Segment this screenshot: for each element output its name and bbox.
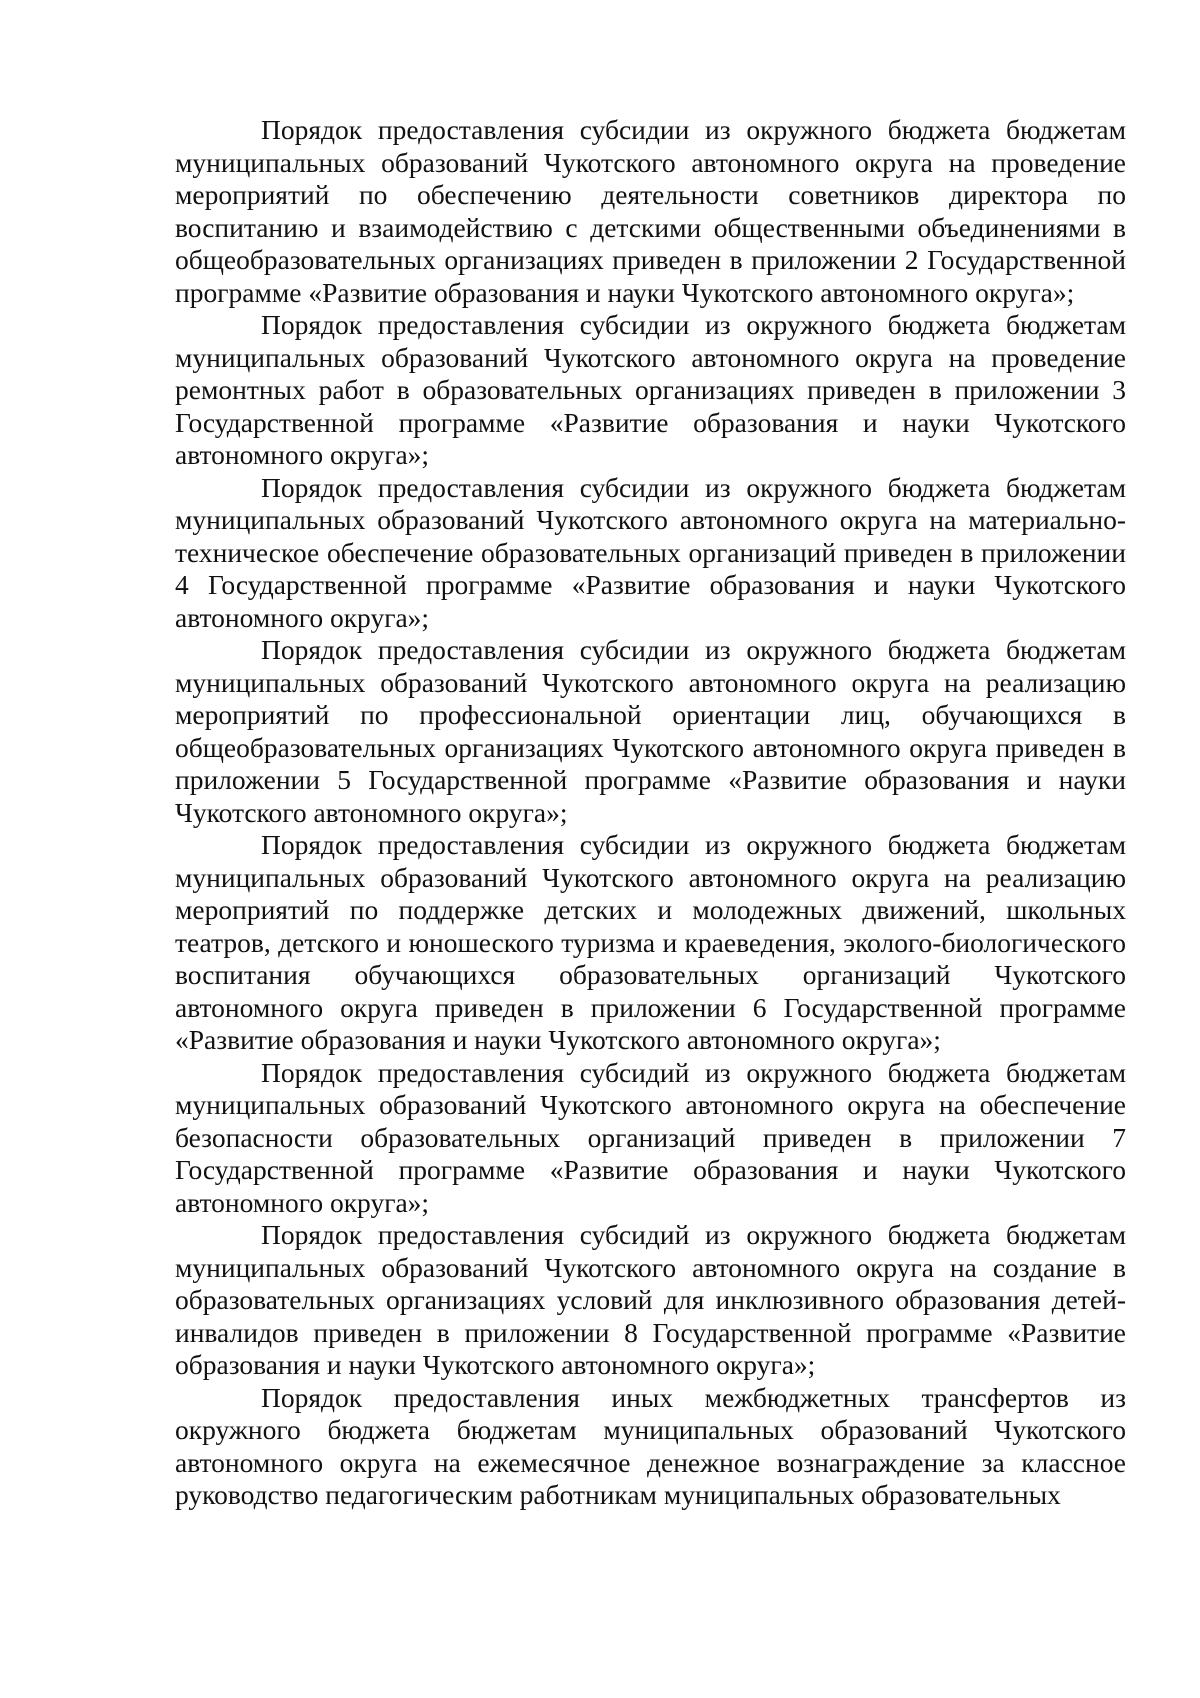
paragraph-appendix-6: Порядок предоставления субсидии из окружного бюджета бюджетам муниципальных образований Чукотского автономного округа на реализацию мероприятий по поддержке детских и молодежных движений, школьных театров, детского и юношеского туризма и краеведения, эколого-биологического воспитания обучающихся образовательных организаций Чукотского автономного округа приведен в приложении 6 Государственной программе «Развитие образования и науки Чукотского автономного округа»; — [175, 829, 1126, 1055]
paragraph-appendix-4: Порядок предоставления субсидии из окружного бюджета бюджетам муниципальных образований Чукотского автономного округа на материально-техническое обеспечение образовательных организаций приведен в приложении 4 Государственной программе «Развитие образования и науки Чукотского автономного округа»; — [175, 471, 1126, 633]
paragraph-appendix-2: Порядок предоставления субсидии из окружного бюджета бюджетам муниципальных образований Чукотского автономного округа на проведение мероприятий по обеспечению деятельности советников директора по воспитанию и взаимодействию с детскими общественными объединениями в общеобразовательных организациях приведен в приложении 2 Государственной программе «Развитие образования и науки Чукотского автономного округа»; — [175, 114, 1126, 308]
paragraph-appendix-3: Порядок предоставления субсидии из окружного бюджета бюджетам муниципальных образований Чукотского автономного округа на проведение ремонтных работ в образовательных организациях приведен в приложении 3 Государственной программе «Развитие образования и науки Чукотского автономного округа»; — [175, 309, 1126, 470]
paragraph-appendix-5: Порядок предоставления субсидии из окружного бюджета бюджетам муниципальных образований Чукотского автономного округа на реализацию мероприятий по профессиональной ориентации лиц, обучающихся в общеобразовательных организациях Чукотского автономного округа приведен в приложении 5 Государственной программе «Развитие образования и науки Чукотского автономного округа»; — [175, 634, 1126, 828]
paragraph-appendix-7: Порядок предоставления субсидий из окружного бюджета бюджетам муниципальных образований Чукотского автономного округа на обеспечение безопасности образовательных организаций приведен в приложении 7 Государственной программе «Развитие образования и науки Чукотского автономного округа»; — [175, 1056, 1126, 1218]
paragraph-appendix-8: Порядок предоставления субсидий из окружного бюджета бюджетам муниципальных образований Чукотского автономного округа на создание в образовательных организациях условий для инклюзивного образования детей-инвалидов приведен в приложении 8 Государственной программе «Развитие образования и науки Чукотского автономного округа»; — [175, 1219, 1126, 1380]
paragraph-interbudget-transfers: Порядок предоставления иных межбюджетных трансфертов из окружного бюджета бюджетам муниципальных образований Чукотского автономного округа на ежемесячное денежное вознаграждение за классное руководство педагогическим работникам муниципальных образовательных — [175, 1381, 1126, 1510]
document-body — [175, 114, 1126, 1512]
